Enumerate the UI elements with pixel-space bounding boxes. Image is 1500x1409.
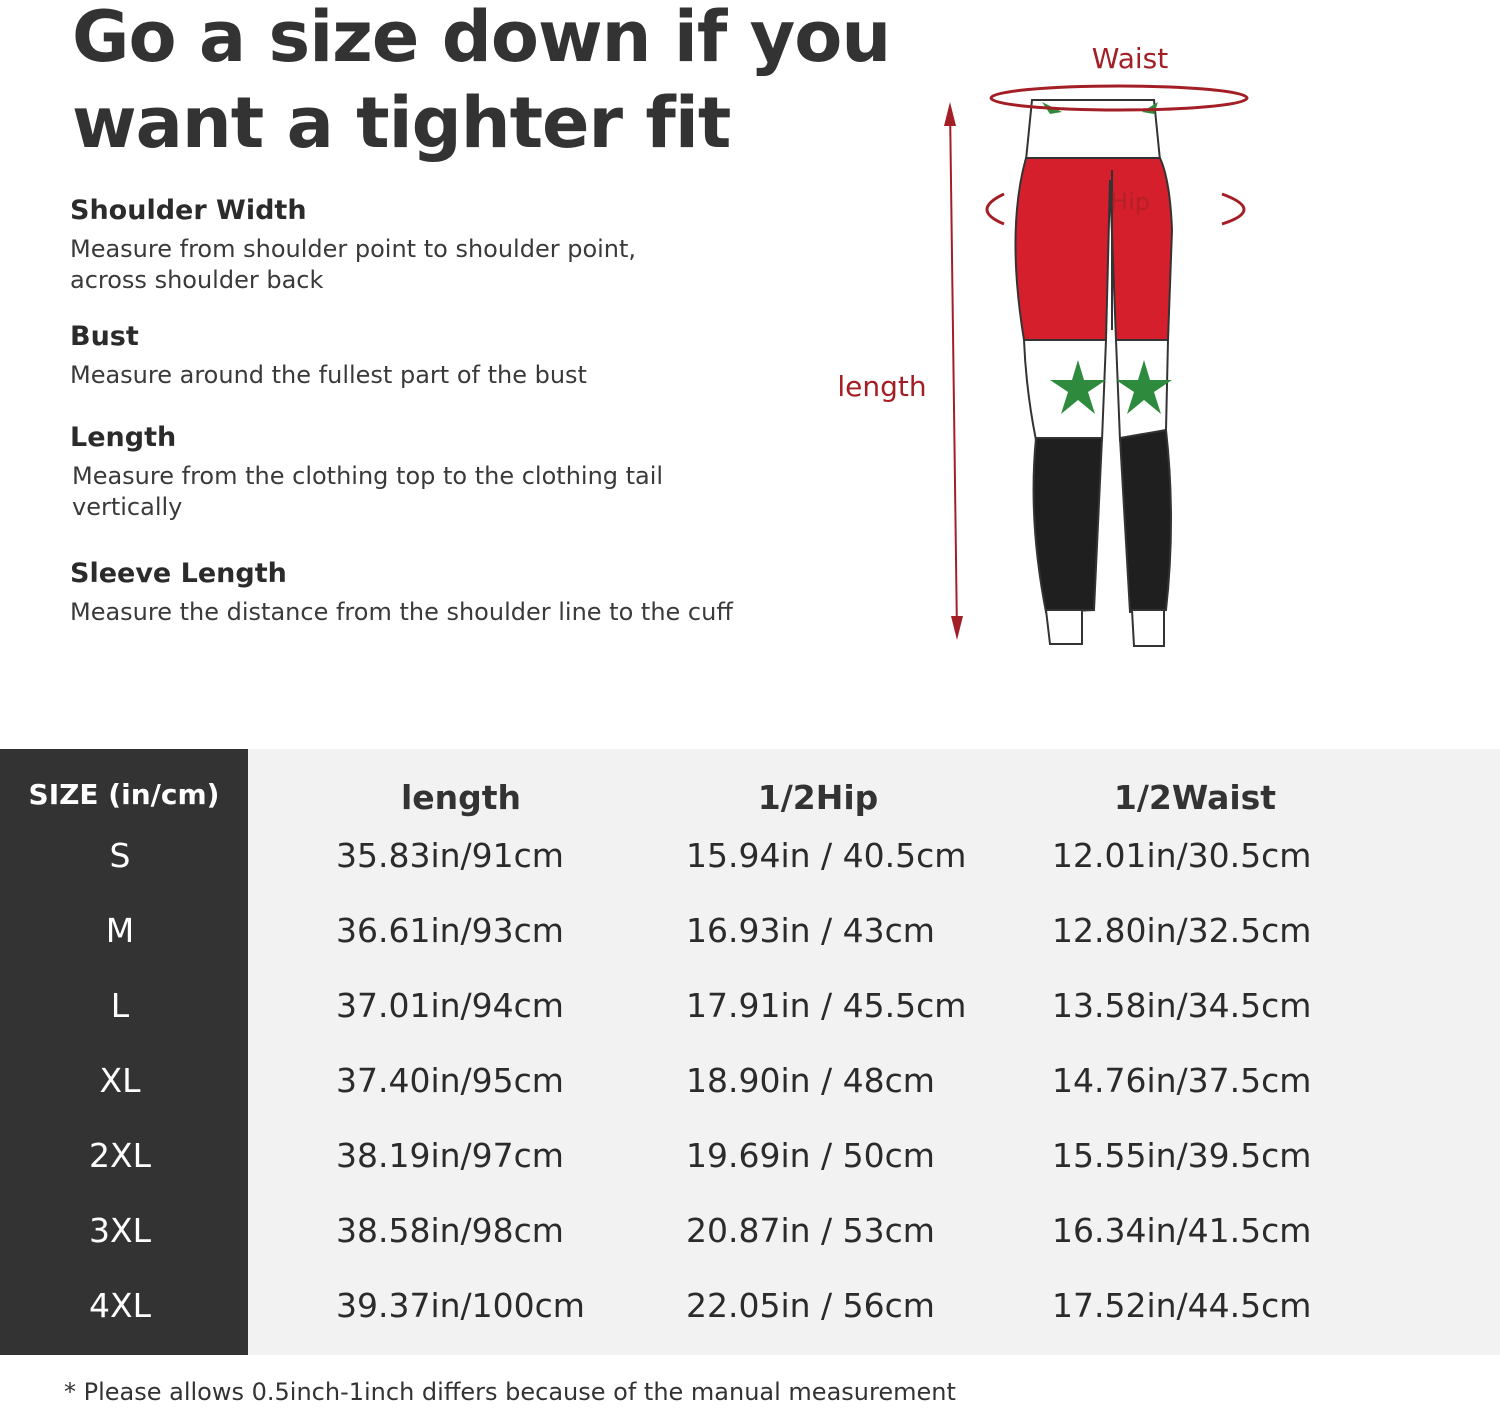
guide-description-line: Measure from shoulder point to shoulder point, xyxy=(70,235,637,263)
guide-bust xyxy=(70,320,750,391)
guide-description xyxy=(70,597,790,628)
length-cell: 37.01in/94cm xyxy=(336,986,564,1025)
headline-line-2: want a tighter fit xyxy=(72,82,731,164)
size-cell: XL xyxy=(99,1061,141,1100)
length-label: length xyxy=(837,370,927,403)
guide-label: Shoulder Width xyxy=(70,195,307,226)
leggings-diagram xyxy=(820,30,1300,670)
hip-cell: 17.91in / 45.5cm xyxy=(686,986,967,1025)
guide-description-line: Measure from the clothing top to the clothing tail xyxy=(72,462,664,490)
length-arrow-line xyxy=(950,106,957,634)
guide-label: Bust xyxy=(70,321,139,352)
size-column-header: SIZE (in/cm) xyxy=(28,778,220,811)
column-header-length: length xyxy=(400,778,522,817)
length-cell: 37.40in/95cm xyxy=(336,1061,564,1100)
leggings-illustration xyxy=(1015,100,1172,646)
length-arrow-head-top xyxy=(944,102,956,126)
hip-cell: 20.87in / 53cm xyxy=(686,1211,935,1250)
length-cell: 36.61in/93cm xyxy=(336,911,564,950)
guide-description-line: across shoulder back xyxy=(70,266,324,294)
waist-cell: 14.76in/37.5cm xyxy=(1052,1061,1312,1100)
size-cell: 3XL xyxy=(89,1211,151,1250)
headline-line-1: Go a size down if you xyxy=(72,0,891,78)
hip-cell: 22.05in / 56cm xyxy=(686,1286,935,1325)
waist-cell: 12.01in/30.5cm xyxy=(1052,836,1312,875)
hip-measure-ring-right xyxy=(1222,194,1244,224)
guide-description-line: vertically xyxy=(72,493,183,521)
hip-cell: 18.90in / 48cm xyxy=(686,1061,935,1100)
guide-description xyxy=(72,461,752,523)
headline xyxy=(72,0,890,166)
size-cell: 4XL xyxy=(89,1286,151,1325)
size-cell: M xyxy=(105,911,135,950)
column-header-waist: 1/2Waist xyxy=(1113,778,1277,817)
length-cell: 38.19in/97cm xyxy=(336,1136,564,1175)
hip-cell: 15.94in / 40.5cm xyxy=(686,836,967,875)
length-arrow-head-bottom xyxy=(951,616,963,640)
waist-cell: 17.52in/44.5cm xyxy=(1052,1286,1312,1325)
guide-description xyxy=(70,360,750,391)
guide-description-line: Measure around the fullest part of the bust xyxy=(70,361,587,389)
guide-description xyxy=(70,234,750,296)
guide-shoulder-width xyxy=(70,194,750,296)
footnote: * Please allows 0.5inch-1inch differs because of the manual measurement xyxy=(64,1378,956,1406)
length-cell: 39.37in/100cm xyxy=(336,1286,585,1325)
length-cell: 38.58in/98cm xyxy=(336,1211,564,1250)
hip-cell: 16.93in / 43cm xyxy=(686,911,935,950)
hip-measure-ring-left xyxy=(987,194,1004,224)
size-cell: 2XL xyxy=(89,1136,151,1175)
size-cell: L xyxy=(110,986,130,1025)
guide-sleeve-length xyxy=(70,557,790,628)
waist-cell: 13.58in/34.5cm xyxy=(1052,986,1312,1025)
waist-cell: 15.55in/39.5cm xyxy=(1052,1136,1312,1175)
waist-cell: 16.34in/41.5cm xyxy=(1052,1211,1312,1250)
length-cell: 35.83in/91cm xyxy=(336,836,564,875)
guide-label: Length xyxy=(70,422,177,453)
guide-length xyxy=(70,421,752,523)
waist-label: Waist xyxy=(1091,42,1169,75)
column-header-hip: 1/2Hip xyxy=(757,778,879,817)
guide-description-line: Measure the distance from the shoulder line to the cuff xyxy=(70,598,733,626)
hip-cell: 19.69in / 50cm xyxy=(686,1136,935,1175)
hip-label: Hip xyxy=(1110,188,1150,216)
waist-cell: 12.80in/32.5cm xyxy=(1052,911,1312,950)
guide-label: Sleeve Length xyxy=(70,558,287,589)
size-cell: S xyxy=(109,836,131,875)
